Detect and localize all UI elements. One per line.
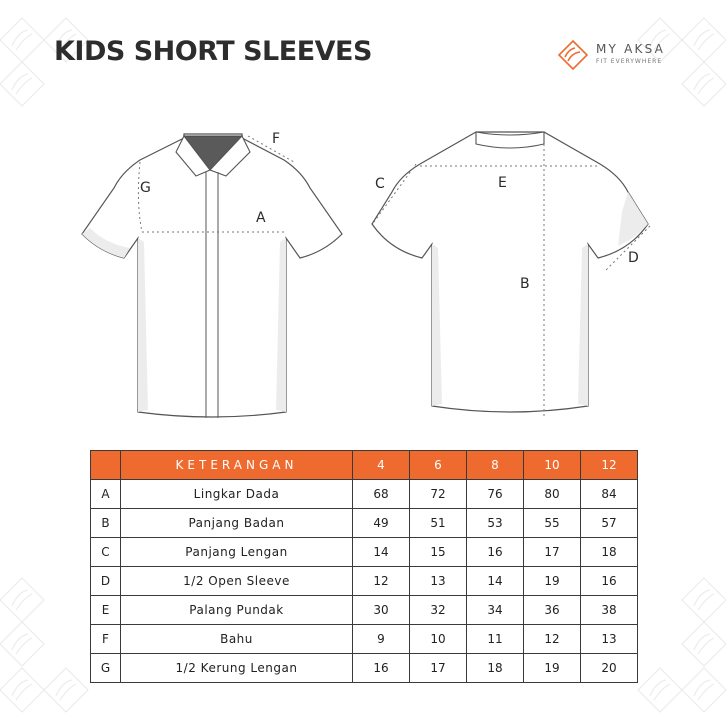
row-value: 17 <box>410 654 467 683</box>
row-value: 76 <box>467 480 524 509</box>
size-chart-table <box>90 450 638 683</box>
table-header-size: 10 <box>524 451 581 480</box>
row-value: 18 <box>581 538 638 567</box>
brand-name: MY AKSA <box>596 42 666 56</box>
table-header-size: 4 <box>353 451 410 480</box>
table-header-blank <box>91 451 121 480</box>
row-value: 80 <box>524 480 581 509</box>
table-header-keterangan: KETERANGAN <box>121 451 353 480</box>
row-value: 36 <box>524 596 581 625</box>
row-value: 11 <box>467 625 524 654</box>
row-value: 19 <box>524 654 581 683</box>
row-value: 13 <box>410 567 467 596</box>
shirt-front-illustration <box>72 122 362 432</box>
table-header-row <box>91 451 638 480</box>
diagram-label-f: F <box>272 131 281 147</box>
row-value: 19 <box>524 567 581 596</box>
row-value: 72 <box>410 480 467 509</box>
row-code: B <box>91 509 121 538</box>
row-value: 30 <box>353 596 410 625</box>
row-code: C <box>91 538 121 567</box>
row-value: 16 <box>467 538 524 567</box>
table-row <box>91 625 638 654</box>
row-value: 9 <box>353 625 410 654</box>
row-value: 13 <box>581 625 638 654</box>
row-value: 14 <box>353 538 410 567</box>
brand-logo-block <box>558 38 708 78</box>
row-value: 17 <box>524 538 581 567</box>
row-label: 1/2 Kerung Lengan <box>121 654 353 683</box>
row-value: 20 <box>581 654 638 683</box>
myaksa-logo-icon <box>558 40 588 70</box>
table-row <box>91 480 638 509</box>
row-label: Panjang Badan <box>121 509 353 538</box>
table-header-size: 8 <box>467 451 524 480</box>
page-title: KIDS SHORT SLEEVES <box>54 36 372 67</box>
row-value: 51 <box>410 509 467 538</box>
row-code: F <box>91 625 121 654</box>
table-row <box>91 654 638 683</box>
brand-tagline: FIT EVERYWHERE <box>596 58 663 65</box>
table-header-size: 6 <box>410 451 467 480</box>
row-value: 16 <box>581 567 638 596</box>
row-value: 68 <box>353 480 410 509</box>
row-label: Palang Pundak <box>121 596 353 625</box>
diagram-label-c: C <box>375 176 385 192</box>
row-value: 53 <box>467 509 524 538</box>
row-code: A <box>91 480 121 509</box>
row-label: 1/2 Open Sleeve <box>121 567 353 596</box>
row-value: 12 <box>353 567 410 596</box>
row-label: Lingkar Dada <box>121 480 353 509</box>
row-code: G <box>91 654 121 683</box>
table-header-size: 12 <box>581 451 638 480</box>
row-value: 38 <box>581 596 638 625</box>
row-value: 84 <box>581 480 638 509</box>
row-value: 12 <box>524 625 581 654</box>
row-value: 49 <box>353 509 410 538</box>
row-value: 57 <box>581 509 638 538</box>
row-value: 32 <box>410 596 467 625</box>
diagram-label-a: A <box>256 210 266 226</box>
shirt-back-illustration <box>360 122 660 432</box>
diagram-label-g: G <box>140 180 151 196</box>
row-code: D <box>91 567 121 596</box>
row-value: 34 <box>467 596 524 625</box>
diagram-label-b: B <box>520 276 530 292</box>
table-row <box>91 596 638 625</box>
row-value: 16 <box>353 654 410 683</box>
row-value: 14 <box>467 567 524 596</box>
table-row <box>91 567 638 596</box>
row-value: 18 <box>467 654 524 683</box>
diagram-label-e: E <box>498 175 507 191</box>
row-label: Panjang Lengan <box>121 538 353 567</box>
table-row <box>91 509 638 538</box>
row-value: 10 <box>410 625 467 654</box>
row-value: 55 <box>524 509 581 538</box>
row-code: E <box>91 596 121 625</box>
diagram-label-d: D <box>628 250 639 266</box>
table-row <box>91 538 638 567</box>
row-label: Bahu <box>121 625 353 654</box>
row-value: 15 <box>410 538 467 567</box>
